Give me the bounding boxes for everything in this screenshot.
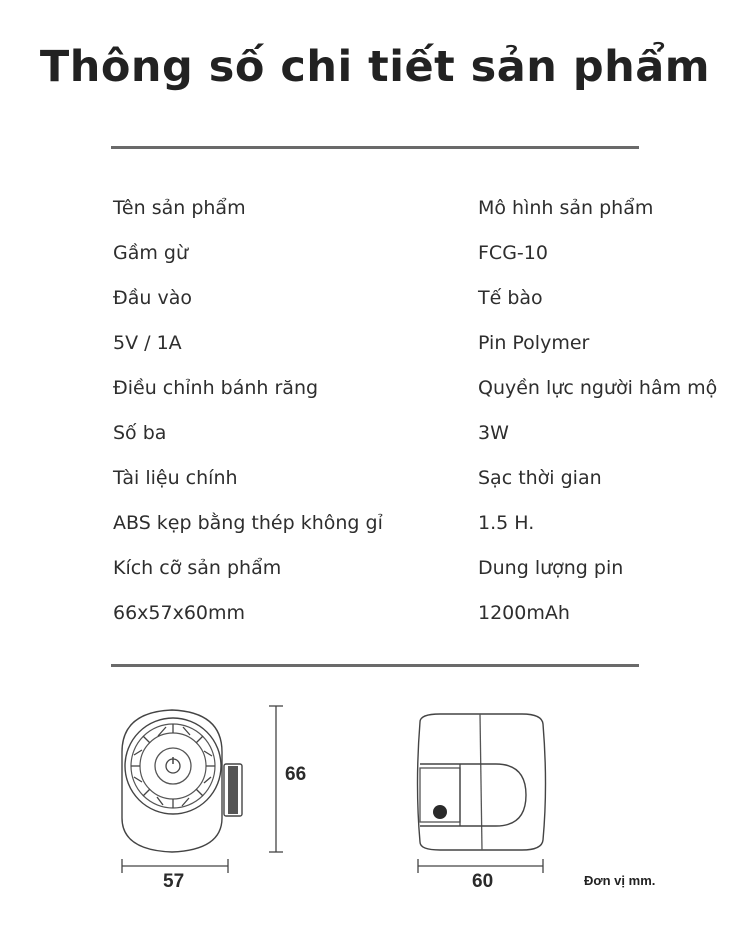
spec-label-cell: Tế bào [478, 287, 543, 309]
spec-value-size: 66x57x60mm [113, 602, 246, 624]
spec-label-material: Tài liệu chính [113, 467, 238, 489]
dimension-width-label: 57 [163, 871, 185, 892]
dimension-depth-label: 60 [472, 871, 494, 892]
fan-side-view-drawing [410, 710, 555, 875]
spec-label-input: Đầu vào [113, 287, 192, 309]
fan-front-view-drawing [110, 700, 300, 890]
spec-value-fan-power: 3W [478, 422, 509, 444]
bottom-divider [111, 664, 639, 667]
spec-value-cell: Pin Polymer [478, 332, 590, 354]
page-title: Thông số chi tiết sản phẩm [39, 42, 711, 92]
spec-value-gear-adjust: Số ba [113, 422, 167, 444]
spec-value-battery: 1200mAh [478, 602, 570, 624]
spec-value-input: 5V / 1A [113, 332, 182, 354]
dimension-height-label: 66 [285, 764, 307, 785]
spec-label-gear-adjust: Điều chỉnh bánh răng [113, 377, 319, 399]
spec-value-model: FCG-10 [478, 242, 548, 264]
spec-label-product-name: Tên sản phẩm [113, 197, 246, 219]
spec-value-charge-time: 1.5 H. [478, 512, 535, 534]
top-divider [111, 146, 639, 149]
spec-label-fan-power: Quyền lực người hâm mộ [478, 377, 718, 399]
spec-label-size: Kích cỡ sản phẩm [113, 557, 282, 579]
spec-label-model: Mô hình sản phẩm [478, 197, 654, 219]
spec-value-material: ABS kẹp bằng thép không gỉ [113, 512, 383, 534]
spec-label-charge-time: Sạc thời gian [478, 467, 602, 489]
unit-note: Đơn vị mm. [584, 873, 656, 888]
spec-label-battery: Dung lượng pin [478, 557, 624, 579]
spec-value-product-name: Gầm gừ [113, 242, 189, 264]
